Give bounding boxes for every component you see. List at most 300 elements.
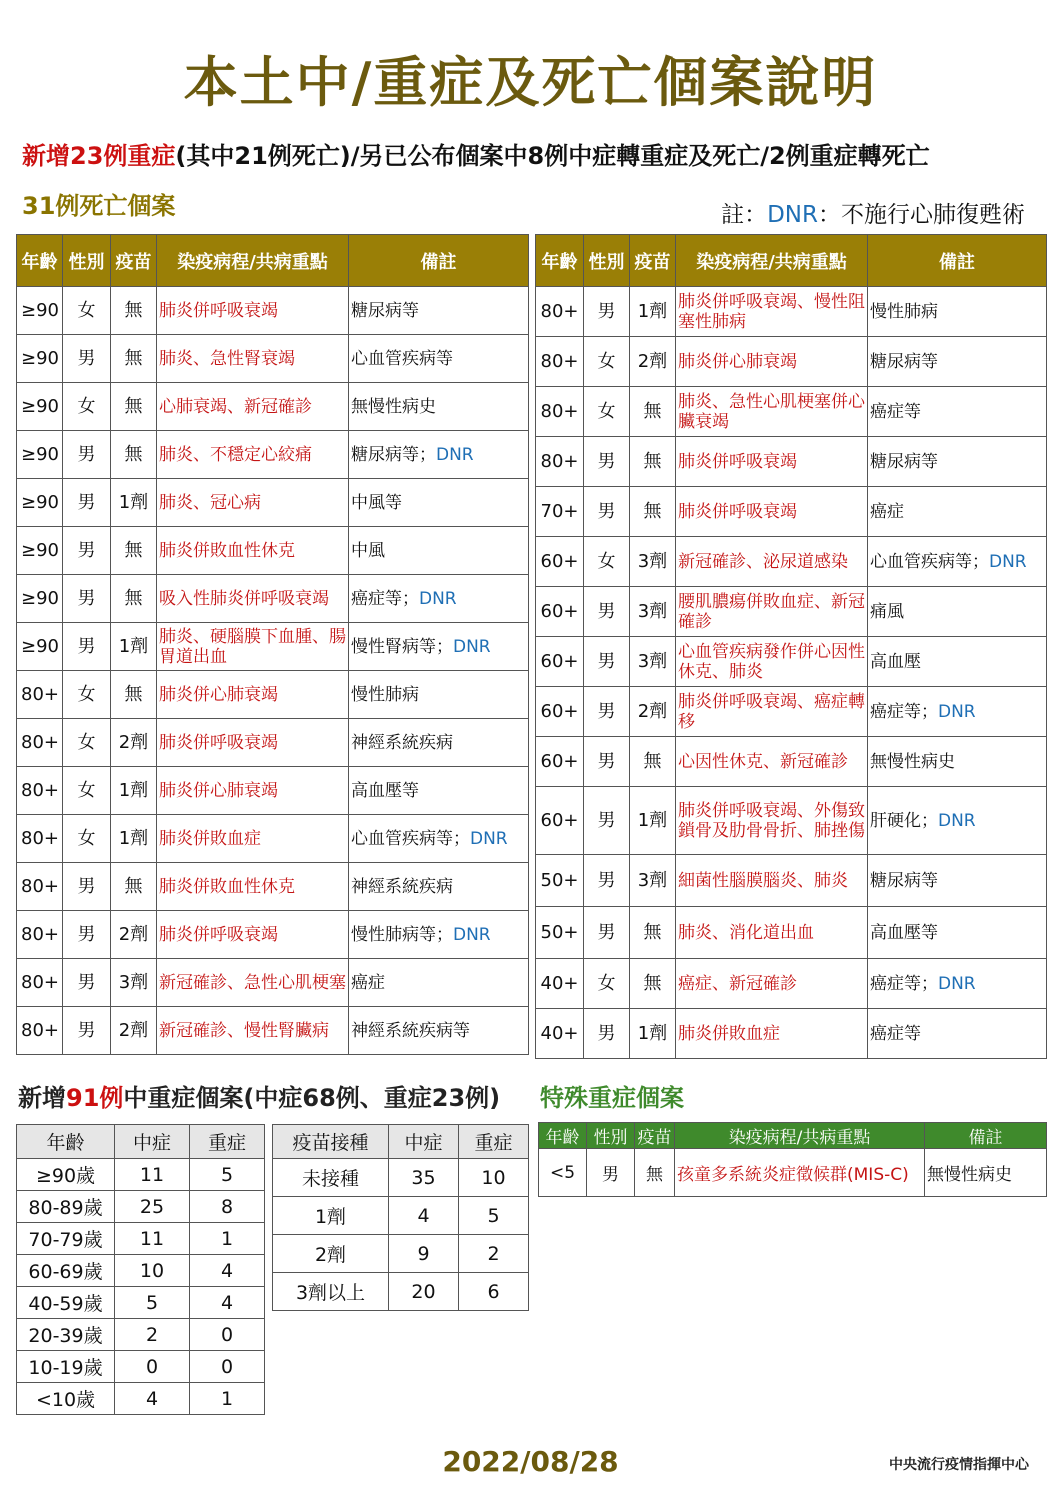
sex-cell: 男 xyxy=(584,907,630,959)
course-cell: 肺炎併敗血症 xyxy=(157,815,349,863)
table-row xyxy=(273,1197,529,1235)
vaccine-cell: 2劑 xyxy=(111,719,157,767)
remark-cell xyxy=(868,959,1047,1009)
age-cell: 80+ xyxy=(536,337,584,387)
sex-cell: 男 xyxy=(63,527,111,575)
column-header: 性別 xyxy=(584,235,630,287)
table-row xyxy=(17,1383,265,1415)
vaccine-cell: 無 xyxy=(630,487,676,537)
dnr-tag: DNR xyxy=(436,444,474,465)
sex-cell: 女 xyxy=(584,387,630,437)
course-cell: 心血管疾病發作併心因性休克、肺炎 xyxy=(676,637,868,687)
table-row xyxy=(17,1319,265,1351)
remark-cell xyxy=(349,719,529,767)
remark-cell xyxy=(868,737,1047,787)
vaccine-cell: 無 xyxy=(111,335,157,383)
age-cell: ≥90 xyxy=(17,623,63,671)
table-cell: 5 xyxy=(459,1197,529,1235)
page-subtitle xyxy=(22,136,1052,171)
remark-text: 糖尿病等 xyxy=(870,351,938,372)
course-cell: 肺炎、急性心肌梗塞併心臟衰竭 xyxy=(676,387,868,437)
table-cell: 5 xyxy=(190,1159,265,1191)
sex-cell: 男 xyxy=(584,287,630,337)
course-cell: 細菌性腦膜腦炎、肺炎 xyxy=(676,855,868,907)
remark-cell xyxy=(349,575,529,623)
sex-cell: 女 xyxy=(584,337,630,387)
age-cell: 80+ xyxy=(17,767,63,815)
column-header: 年齡 xyxy=(539,1123,587,1149)
column-header: 疫苗 xyxy=(635,1123,675,1149)
table-row xyxy=(539,1149,1047,1197)
table-row xyxy=(17,1287,265,1319)
remark-text: 糖尿病等 xyxy=(870,870,938,891)
note-dnr: DNR xyxy=(767,202,818,228)
age-cell: 40+ xyxy=(536,1009,584,1059)
course-cell: 肺炎、不穩定心絞痛 xyxy=(157,431,349,479)
remark-cell xyxy=(349,863,529,911)
table-cell: 2 xyxy=(459,1235,529,1273)
subtitle-highlight: 新增23例重症 xyxy=(22,142,176,170)
remark-text: 心血管疾病等； xyxy=(351,828,470,849)
table-cell: 80-89歲 xyxy=(17,1191,115,1223)
column-header: 重症 xyxy=(459,1125,529,1159)
remark-cell xyxy=(349,479,529,527)
sex-cell: 男 xyxy=(584,787,630,855)
course-cell: 肺炎併心肺衰竭 xyxy=(676,337,868,387)
age-cell: 60+ xyxy=(536,587,584,637)
table-cell: 未接種 xyxy=(273,1159,389,1197)
table-row xyxy=(536,959,1047,1009)
table-cell: 10-19歲 xyxy=(17,1351,115,1383)
table-cell: 35 xyxy=(389,1159,459,1197)
vaccine-cell: 3劑 xyxy=(630,537,676,587)
remark-cell xyxy=(868,855,1047,907)
table-row xyxy=(536,1009,1047,1059)
table-row xyxy=(17,1223,265,1255)
table-row xyxy=(17,1351,265,1383)
vaccine-cell: 無 xyxy=(111,527,157,575)
table-cell: <10歲 xyxy=(17,1383,115,1415)
age-cell: 60+ xyxy=(536,737,584,787)
sex-cell: 男 xyxy=(584,687,630,737)
remark-text: 心血管疾病等； xyxy=(870,551,989,572)
course-cell: 肺炎併呼吸衰竭、慢性阻塞性肺病 xyxy=(676,287,868,337)
course-cell: 心肺衰竭、新冠確診 xyxy=(157,383,349,431)
remark-cell xyxy=(868,1009,1047,1059)
course-cell: 癌症、新冠確診 xyxy=(676,959,868,1009)
age-cell: 60+ xyxy=(536,537,584,587)
dnr-tag: DNR xyxy=(470,828,508,849)
remark-cell xyxy=(868,687,1047,737)
page-title: 本土中/重症及死亡個案說明 xyxy=(183,51,878,114)
remark-cell xyxy=(349,1007,529,1055)
organization-name: 中央流行疫情指揮中心 xyxy=(889,1457,1029,1473)
course-cell: 肺炎併呼吸衰竭 xyxy=(157,719,349,767)
remark-text: 慢性腎病等； xyxy=(351,636,453,657)
remark-text: 高血壓 xyxy=(870,651,921,672)
sex-cell: 男 xyxy=(63,959,111,1007)
sex-cell: 男 xyxy=(63,623,111,671)
course-cell: 肺炎併敗血性休克 xyxy=(157,527,349,575)
vaccine-cell: 無 xyxy=(111,287,157,335)
column-header: 疫苗接種 xyxy=(273,1125,389,1159)
table-row xyxy=(536,537,1047,587)
table-row xyxy=(17,1007,529,1055)
sex-cell: 男 xyxy=(63,335,111,383)
remark-cell xyxy=(349,335,529,383)
table-cell: 4 xyxy=(190,1255,265,1287)
remark-cell xyxy=(349,623,529,671)
remark-text: 癌症等 xyxy=(870,401,921,422)
remark-text: 中風等 xyxy=(351,492,402,513)
table-cell: 20-39歲 xyxy=(17,1319,115,1351)
course-cell: 吸入性肺炎併呼吸衰竭 xyxy=(157,575,349,623)
dnr-tag: DNR xyxy=(453,636,491,657)
table-row xyxy=(17,671,529,719)
age-cell: ≥90 xyxy=(17,431,63,479)
vaccine-cell: 無 xyxy=(630,437,676,487)
special-table-header-row xyxy=(539,1123,1047,1149)
vaccine-cell: 2劑 xyxy=(630,687,676,737)
course-cell: 新冠確診、慢性腎臟病 xyxy=(157,1007,349,1055)
vaccine-cell: 1劑 xyxy=(630,1009,676,1059)
column-header: 中症 xyxy=(115,1125,190,1159)
remark-text: 中風 xyxy=(351,540,385,561)
remark-text: 癌症等； xyxy=(351,588,419,609)
table-cell: 1 xyxy=(190,1223,265,1255)
remark-cell xyxy=(868,587,1047,637)
table-row xyxy=(17,575,529,623)
age-cell: 80+ xyxy=(17,719,63,767)
course-cell: 肺炎併呼吸衰竭 xyxy=(157,911,349,959)
report-date: 2022/08/28 xyxy=(442,1445,619,1478)
age-cell: ≥90 xyxy=(17,479,63,527)
age-cell: 50+ xyxy=(536,907,584,959)
vaccine-cell: 無 xyxy=(111,575,157,623)
column-header: 性別 xyxy=(587,1123,635,1149)
course-cell: 肺炎併呼吸衰竭、癌症轉移 xyxy=(676,687,868,737)
remark-cell xyxy=(349,383,529,431)
column-header: 性別 xyxy=(63,235,111,287)
table-cell: 5 xyxy=(115,1287,190,1319)
remark-text: 無慢性病史 xyxy=(870,751,955,772)
table-row xyxy=(17,335,529,383)
age-cell: ≥90 xyxy=(17,287,63,335)
table-cell: 2劑 xyxy=(273,1235,389,1273)
column-header: 染疫病程/共病重點 xyxy=(676,235,868,287)
age-cell: 60+ xyxy=(536,687,584,737)
remark-text: 慢性肺病 xyxy=(870,301,938,322)
remark-text: 慢性肺病等； xyxy=(351,924,453,945)
vaccine-table-header-row xyxy=(273,1125,529,1159)
remark-text: 癌症 xyxy=(870,501,904,522)
remark-text: 神經系統疾病 xyxy=(351,876,453,897)
table-cell: 4 xyxy=(389,1197,459,1235)
dnr-tag: DNR xyxy=(453,924,491,945)
table-cell: 4 xyxy=(190,1287,265,1319)
age-cell: 80+ xyxy=(17,959,63,1007)
vaccine-cell: 1劑 xyxy=(111,479,157,527)
table-row xyxy=(17,1159,265,1191)
course-cell: 腰肌膿瘍併敗血症、新冠確診 xyxy=(676,587,868,637)
remark-text: 癌症等 xyxy=(870,1023,921,1044)
table-cell: 9 xyxy=(389,1235,459,1273)
sex-cell: 男 xyxy=(587,1149,635,1197)
table-cell: 2 xyxy=(115,1319,190,1351)
special-cases-heading: 特殊重症個案 xyxy=(540,1084,684,1112)
table-cell: 60-69歲 xyxy=(17,1255,115,1287)
vaccine-breakdown-table xyxy=(272,1124,529,1311)
remark-text: 神經系統疾病 xyxy=(351,732,453,753)
vaccine-cell: 無 xyxy=(635,1149,675,1197)
table-row xyxy=(273,1235,529,1273)
sex-cell: 男 xyxy=(584,855,630,907)
course-cell: 肺炎、冠心病 xyxy=(157,479,349,527)
vaccine-cell: 無 xyxy=(630,737,676,787)
column-header: 年齡 xyxy=(536,235,584,287)
table-cell: 10 xyxy=(115,1255,190,1287)
table-cell: 0 xyxy=(190,1351,265,1383)
remark-text: 慢性肺病 xyxy=(351,684,419,705)
vaccine-cell: 3劑 xyxy=(111,959,157,1007)
deaths-table-right xyxy=(535,234,1047,1059)
remark-text: 糖尿病等； xyxy=(351,444,436,465)
remark-cell xyxy=(349,767,529,815)
table-row xyxy=(536,907,1047,959)
sex-cell: 女 xyxy=(584,537,630,587)
column-header: 年齡 xyxy=(17,1125,115,1159)
remark-text: 神經系統疾病等 xyxy=(351,1020,470,1041)
table-row xyxy=(17,431,529,479)
table-cell: 11 xyxy=(115,1159,190,1191)
deaths-left-header-row xyxy=(17,235,529,287)
moderate-severe-heading xyxy=(18,1078,500,1113)
table-row xyxy=(17,623,529,671)
table-row xyxy=(17,911,529,959)
table-row xyxy=(273,1159,529,1197)
remark-cell xyxy=(868,437,1047,487)
course-cell: 孩童多系統炎症徵候群(MIS-C) xyxy=(675,1149,925,1197)
vaccine-cell: 1劑 xyxy=(630,287,676,337)
remark-cell xyxy=(868,387,1047,437)
course-cell: 肺炎、硬腦膜下血腫、腸胃道出血 xyxy=(157,623,349,671)
remark-text: 肝硬化； xyxy=(870,810,938,831)
table-row xyxy=(17,383,529,431)
remark-cell xyxy=(868,487,1047,537)
dnr-tag: DNR xyxy=(938,701,976,722)
column-header: 疫苗 xyxy=(630,235,676,287)
dnr-note xyxy=(721,196,1025,229)
remark-cell xyxy=(868,337,1047,387)
sex-cell: 男 xyxy=(584,437,630,487)
note-rest: ：不施行心肺復甦術 xyxy=(818,202,1025,228)
column-header: 重症 xyxy=(190,1125,265,1159)
age-cell: 80+ xyxy=(17,671,63,719)
table-row xyxy=(536,637,1047,687)
remark-text: 高血壓等 xyxy=(870,922,938,943)
table-cell: 6 xyxy=(459,1273,529,1311)
remark-cell xyxy=(349,911,529,959)
sex-cell: 男 xyxy=(584,1009,630,1059)
vaccine-cell: 2劑 xyxy=(111,911,157,959)
moderate-heading-count: 91例 xyxy=(66,1084,124,1112)
remark-cell xyxy=(868,787,1047,855)
column-header: 年齡 xyxy=(17,235,63,287)
course-cell: 肺炎併敗血症 xyxy=(676,1009,868,1059)
course-cell: 肺炎併心肺衰竭 xyxy=(157,767,349,815)
remark-cell xyxy=(349,815,529,863)
sex-cell: 男 xyxy=(584,737,630,787)
age-breakdown-table xyxy=(16,1124,265,1415)
table-cell: 8 xyxy=(190,1191,265,1223)
remark-text: 糖尿病等 xyxy=(870,451,938,472)
course-cell: 肺炎併心肺衰竭 xyxy=(157,671,349,719)
vaccine-cell: 3劑 xyxy=(630,637,676,687)
deaths-table-left xyxy=(16,234,529,1055)
age-cell: 80+ xyxy=(17,1007,63,1055)
sex-cell: 男 xyxy=(584,487,630,537)
remark-text: 無慢性病史 xyxy=(351,396,436,417)
table-row xyxy=(17,527,529,575)
remark-text: 高血壓等 xyxy=(351,780,419,801)
age-cell: 40+ xyxy=(536,959,584,1009)
vaccine-cell: 1劑 xyxy=(111,767,157,815)
sex-cell: 男 xyxy=(63,911,111,959)
table-cell: 0 xyxy=(190,1319,265,1351)
sex-cell: 女 xyxy=(584,959,630,1009)
table-cell: 11 xyxy=(115,1223,190,1255)
vaccine-cell: 無 xyxy=(630,959,676,1009)
course-cell: 肺炎併呼吸衰竭 xyxy=(676,437,868,487)
remark-text: 糖尿病等 xyxy=(351,300,419,321)
moderate-heading-rest: 中重症個案(中症68例、重症23例) xyxy=(123,1084,501,1112)
dnr-tag: DNR xyxy=(419,588,457,609)
column-header: 中症 xyxy=(389,1125,459,1159)
table-row xyxy=(536,487,1047,537)
course-cell: 肺炎併呼吸衰竭、外傷致鎖骨及肋骨骨折、肺挫傷 xyxy=(676,787,868,855)
remark-cell: 無慢性病史 xyxy=(925,1149,1047,1197)
deaths-heading: 31例死亡個案 xyxy=(22,192,176,220)
age-cell: ≥90 xyxy=(17,383,63,431)
remark-text: 癌症等； xyxy=(870,701,938,722)
vaccine-cell: 1劑 xyxy=(111,815,157,863)
vaccine-cell: 2劑 xyxy=(111,1007,157,1055)
vaccine-cell: 無 xyxy=(111,431,157,479)
table-row xyxy=(536,387,1047,437)
remark-text: 癌症 xyxy=(351,972,385,993)
remark-cell xyxy=(868,537,1047,587)
remark-cell xyxy=(349,671,529,719)
course-cell: 肺炎、急性腎衰竭 xyxy=(157,335,349,383)
remark-cell xyxy=(868,907,1047,959)
age-cell: <5 xyxy=(539,1149,587,1197)
table-row xyxy=(17,767,529,815)
vaccine-cell: 無 xyxy=(111,863,157,911)
table-row xyxy=(17,1255,265,1287)
sex-cell: 男 xyxy=(63,1007,111,1055)
remark-text: 痛風 xyxy=(870,601,904,622)
dnr-tag: DNR xyxy=(938,973,976,994)
sex-cell: 男 xyxy=(584,637,630,687)
course-cell: 肺炎併呼吸衰竭 xyxy=(157,287,349,335)
sex-cell: 女 xyxy=(63,287,111,335)
remark-cell xyxy=(868,287,1047,337)
age-cell: 50+ xyxy=(536,855,584,907)
sex-cell: 男 xyxy=(584,587,630,637)
table-cell: 1 xyxy=(190,1383,265,1415)
remark-cell xyxy=(349,959,529,1007)
course-cell: 肺炎併敗血性休克 xyxy=(157,863,349,911)
special-cases-table xyxy=(538,1122,1047,1197)
age-cell: 60+ xyxy=(536,637,584,687)
sex-cell: 女 xyxy=(63,719,111,767)
vaccine-cell: 3劑 xyxy=(630,855,676,907)
course-cell: 心因性休克、新冠確診 xyxy=(676,737,868,787)
table-row xyxy=(536,437,1047,487)
sex-cell: 男 xyxy=(63,431,111,479)
age-cell: 80+ xyxy=(17,911,63,959)
table-row xyxy=(536,287,1047,337)
course-cell: 肺炎併呼吸衰竭 xyxy=(676,487,868,537)
column-header: 疫苗 xyxy=(111,235,157,287)
dnr-tag: DNR xyxy=(989,551,1027,572)
column-header: 染疫病程/共病重點 xyxy=(157,235,349,287)
table-row xyxy=(17,719,529,767)
age-cell: 80+ xyxy=(536,287,584,337)
age-cell: 80+ xyxy=(536,387,584,437)
vaccine-cell: 1劑 xyxy=(111,623,157,671)
column-header: 備註 xyxy=(868,235,1047,287)
sex-cell: 男 xyxy=(63,575,111,623)
table-row xyxy=(536,787,1047,855)
table-cell: ≥90歲 xyxy=(17,1159,115,1191)
vaccine-cell: 無 xyxy=(111,383,157,431)
column-header: 備註 xyxy=(925,1123,1047,1149)
sex-cell: 男 xyxy=(63,863,111,911)
sex-cell: 女 xyxy=(63,815,111,863)
course-cell: 肺炎、消化道出血 xyxy=(676,907,868,959)
moderate-heading-prefix: 新增 xyxy=(18,1084,66,1112)
table-cell: 3劑以上 xyxy=(273,1273,389,1311)
table-row xyxy=(536,587,1047,637)
table-cell: 1劑 xyxy=(273,1197,389,1235)
sex-cell: 女 xyxy=(63,383,111,431)
sex-cell: 女 xyxy=(63,767,111,815)
remark-text: 心血管疾病等 xyxy=(351,348,453,369)
age-cell: 60+ xyxy=(536,787,584,855)
age-cell: 80+ xyxy=(536,437,584,487)
table-cell: 20 xyxy=(389,1273,459,1311)
table-cell: 10 xyxy=(459,1159,529,1197)
vaccine-cell: 3劑 xyxy=(630,587,676,637)
note-prefix: 註： xyxy=(721,202,768,228)
table-row xyxy=(536,687,1047,737)
vaccine-cell: 1劑 xyxy=(630,787,676,855)
course-cell: 新冠確診、泌尿道感染 xyxy=(676,537,868,587)
table-row xyxy=(536,337,1047,387)
age-table-header-row xyxy=(17,1125,265,1159)
table-row xyxy=(273,1273,529,1311)
vaccine-cell: 2劑 xyxy=(630,337,676,387)
vaccine-cell: 無 xyxy=(630,907,676,959)
table-row xyxy=(536,855,1047,907)
age-cell: ≥90 xyxy=(17,527,63,575)
age-cell: ≥90 xyxy=(17,575,63,623)
table-row xyxy=(17,959,529,1007)
table-row xyxy=(536,737,1047,787)
subtitle-rest: (其中21例死亡)/另已公布個案中8例中症轉重症及死亡/2例重症轉死亡 xyxy=(175,142,930,170)
age-cell: 80+ xyxy=(17,863,63,911)
